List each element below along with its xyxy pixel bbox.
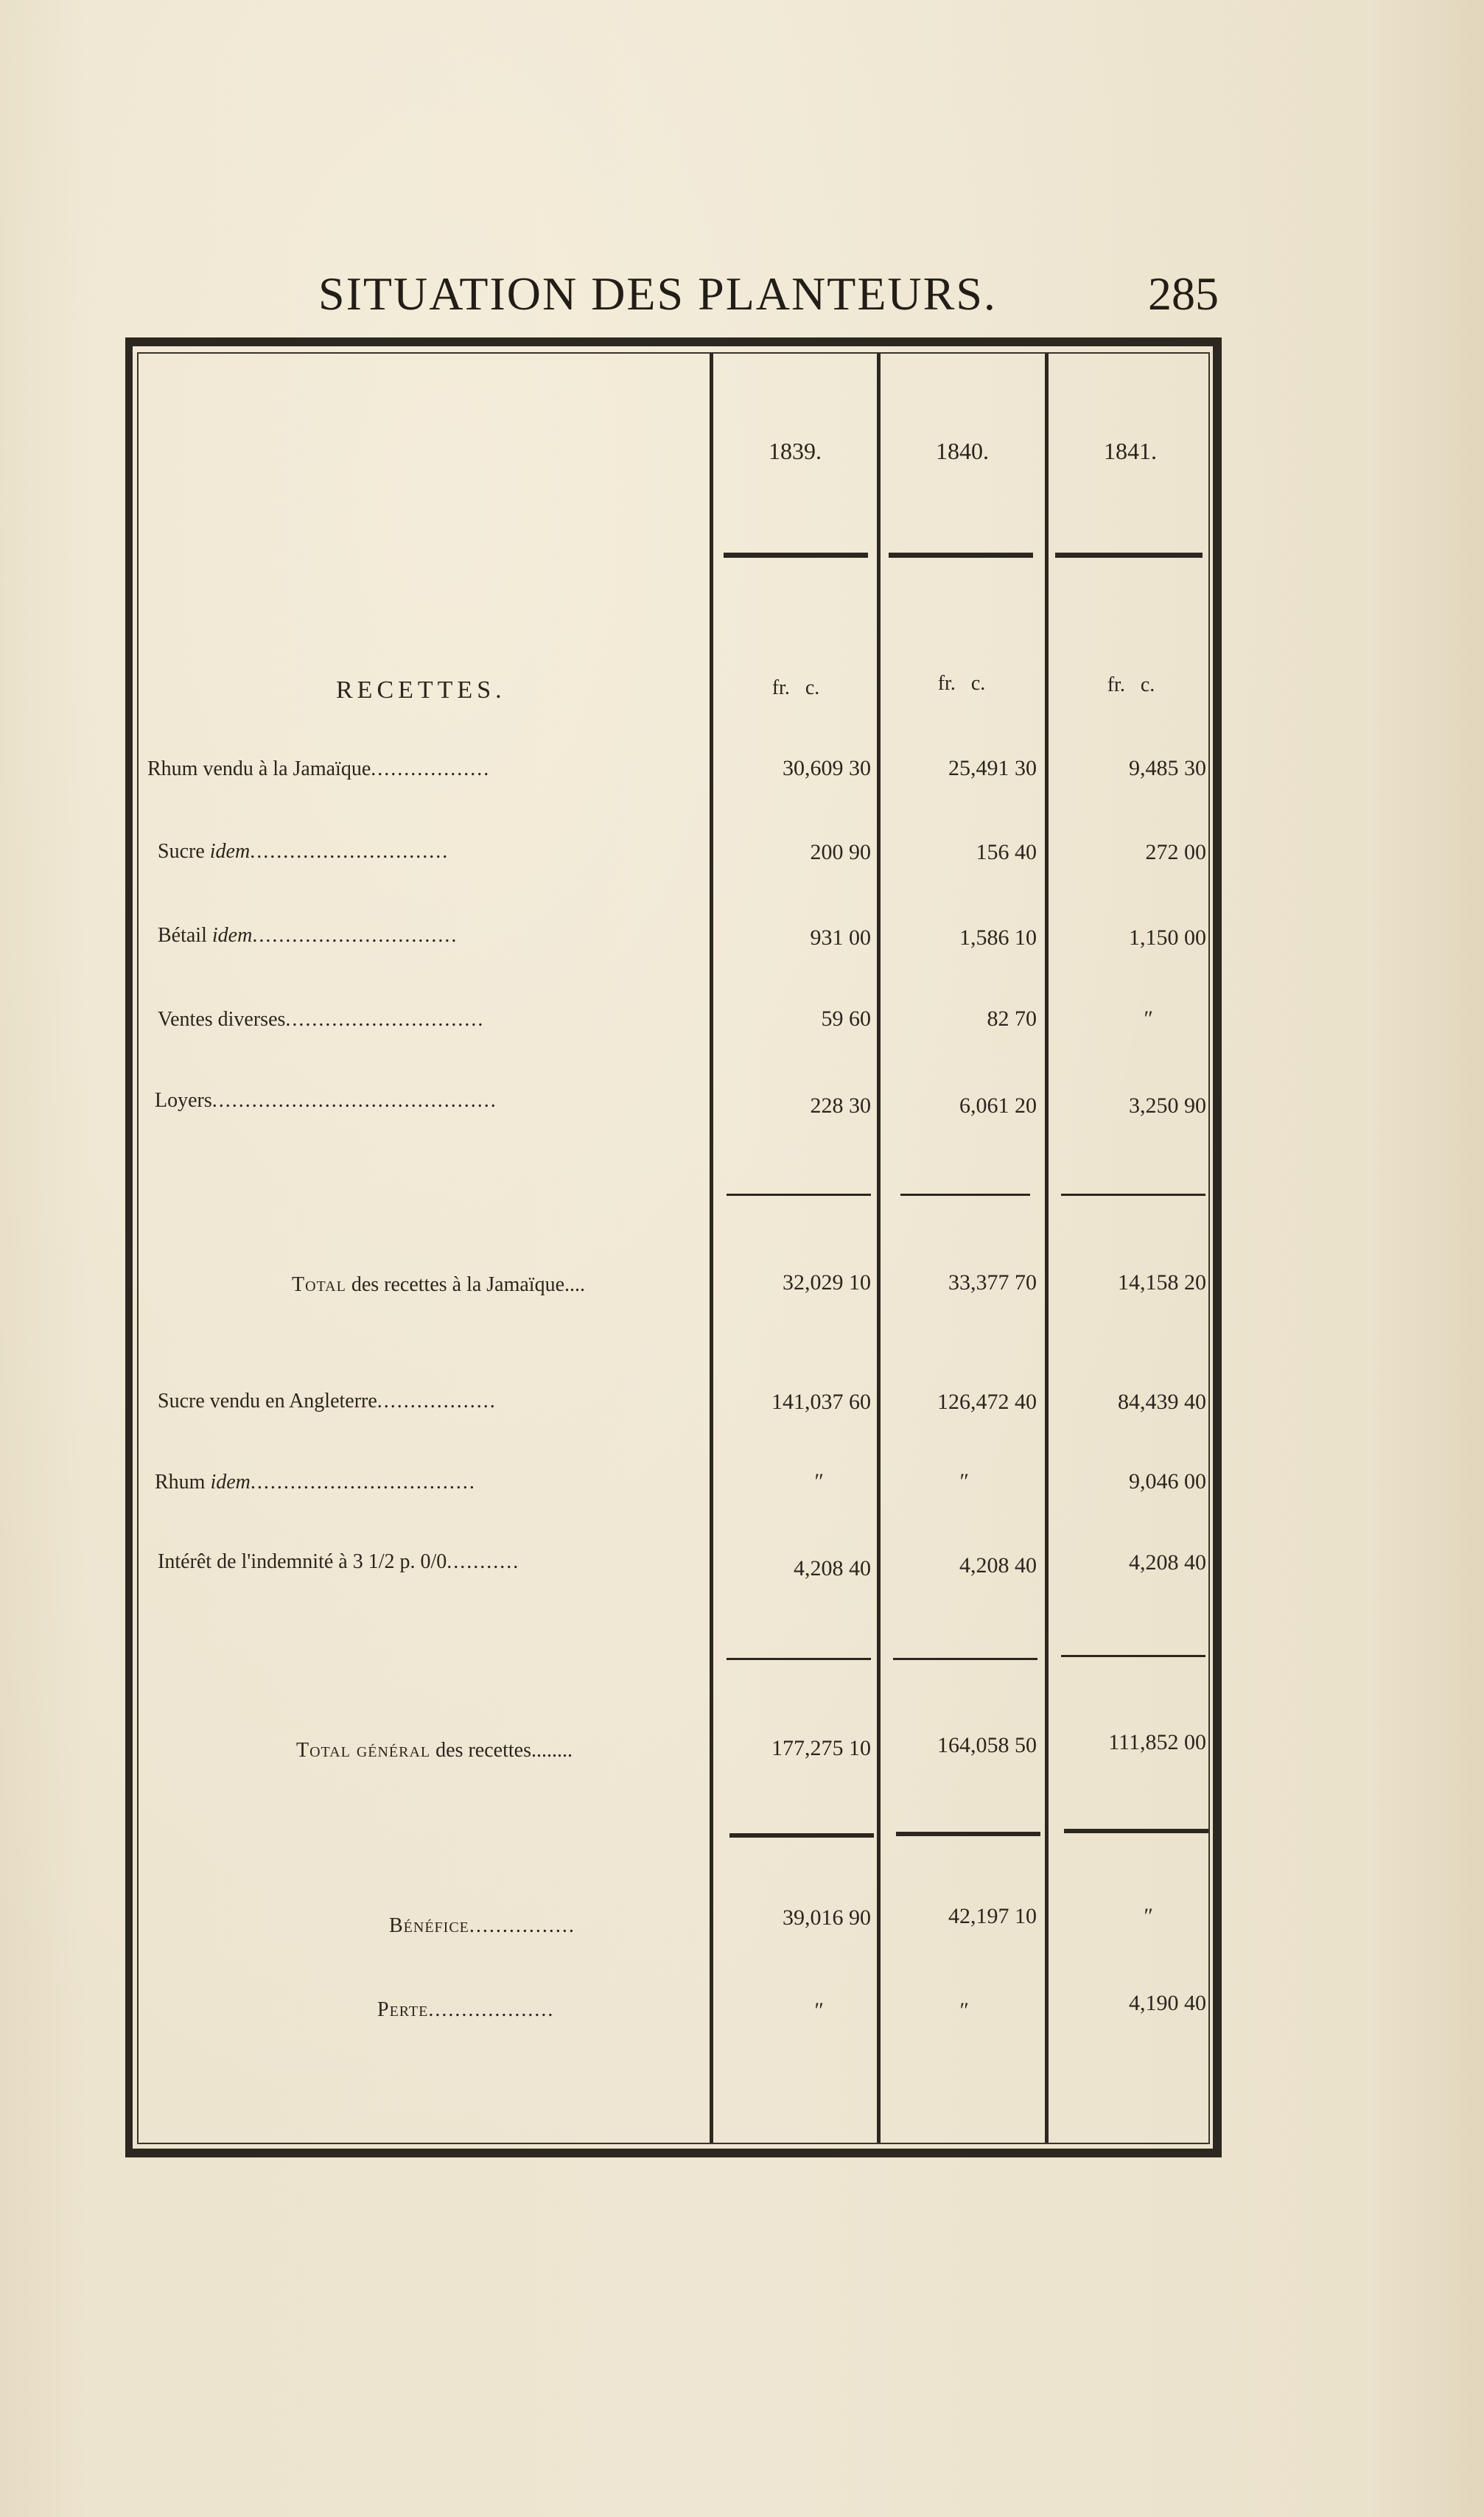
final-rule-1841	[1064, 1829, 1208, 1833]
table-cell-value: 141,037 60	[771, 1390, 871, 1414]
table-cell-value: 156 40	[976, 840, 1037, 864]
table-cell-value: 30,609 30	[783, 756, 871, 780]
table-cell-value: 82 70	[987, 1007, 1037, 1031]
total-general-1839: 177,275 10	[771, 1736, 871, 1760]
table-cell-value: 4,208 40	[959, 1553, 1037, 1578]
table-cell-value: 200 90	[810, 840, 871, 864]
table-row-label: Rhum idem..................................	[155, 1471, 476, 1494]
table-cell-value: 126,472 40	[937, 1390, 1037, 1414]
table-cell-value: 6,061 20	[959, 1093, 1037, 1118]
final-rule-1839	[729, 1833, 874, 1838]
header-rule-1840	[889, 553, 1033, 558]
subtotal-rule-1841	[1061, 1194, 1205, 1196]
table-row-label: Ventes diverses..............................	[158, 1008, 485, 1031]
perte-1840: ″	[959, 1998, 969, 2023]
table-cell-value: 3,250 90	[1129, 1093, 1206, 1118]
table-cell-value: 1,150 00	[1129, 925, 1206, 950]
table-cell-value: 25,491 30	[948, 756, 1037, 780]
benefice-1839: 39,016 90	[783, 1905, 871, 1930]
running-title: SITUATION DES PLANTEURS.	[318, 267, 997, 320]
column-header-1840: 1840.	[936, 438, 989, 464]
unit-label-1840: fr. c.	[937, 672, 986, 695]
total-rule-1839	[727, 1658, 871, 1660]
total-general-1841: 111,852 00	[1108, 1730, 1206, 1754]
total-jamaica-label: Total des recettes à la Jamaïque....	[292, 1273, 586, 1296]
subtotal-rule-1840	[900, 1194, 1030, 1196]
benefice-1840: 42,197 10	[948, 1904, 1037, 1928]
perte-1841: 4,190 40	[1129, 1991, 1206, 2015]
table-cell-value: 931 00	[810, 925, 871, 950]
header-rule-1841	[1055, 553, 1203, 558]
total-rule-1840	[893, 1658, 1037, 1660]
page-number: 285	[1148, 267, 1219, 320]
perte-1839: ″	[814, 1998, 824, 2023]
table-cell-value: ″	[814, 1469, 824, 1494]
perte-label: Perte...................	[377, 1998, 555, 2021]
table-cell-value: 1,586 10	[959, 925, 1037, 950]
table-row-label: Intérêt de l'indemnité à 3 1/2 p. 0/0...........	[158, 1550, 520, 1573]
column-header-1841: 1841.	[1104, 438, 1157, 464]
table-cell-value: 84,439 40	[1118, 1390, 1206, 1414]
table-row-label: Loyers...........................................	[155, 1089, 497, 1112]
table-inner-border	[137, 352, 1210, 2144]
total-jamaica-1839: 32,029 10	[783, 1270, 871, 1295]
table-cell-value: 9,046 00	[1129, 1469, 1206, 1494]
total-general-label: Total général des recettes........	[296, 1739, 573, 1762]
column-divider-2	[877, 354, 881, 2143]
table-cell-value: 4,208 40	[1129, 1550, 1206, 1575]
table-cell-value: 4,208 40	[794, 1556, 871, 1580]
column-divider-1	[710, 354, 713, 2143]
column-divider-3	[1045, 354, 1049, 2143]
benefice-label: Bénéfice................	[389, 1914, 575, 1937]
table-cell-value: 228 30	[810, 1093, 871, 1118]
table-row-label: Sucre vendu en Angleterre..................	[158, 1390, 497, 1412]
total-rule-1841	[1061, 1655, 1205, 1657]
table-row-label: Sucre idem..............................	[158, 840, 449, 863]
unit-label-1841: fr. c.	[1107, 673, 1155, 696]
table-row-label: Bétail idem...............................	[158, 924, 458, 947]
table-cell-value: ″	[959, 1469, 969, 1494]
table-cell-value: ″	[1144, 1007, 1153, 1031]
table-cell-value: 59 60	[821, 1007, 871, 1031]
header-rule-1839	[724, 553, 868, 558]
total-jamaica-1841: 14,158 20	[1118, 1270, 1206, 1295]
subtotal-rule-1839	[727, 1194, 871, 1196]
table-cell-value: 9,485 30	[1129, 756, 1206, 780]
table-row-label: Rhum vendu à la Jamaïque..................	[147, 757, 491, 780]
benefice-1841: ″	[1144, 1904, 1153, 1928]
table-cell-value: 272 00	[1145, 840, 1206, 864]
unit-label-1839: fr. c.	[771, 676, 820, 699]
final-rule-1840	[896, 1832, 1040, 1836]
section-label-recettes: RECETTES.	[336, 676, 506, 704]
total-general-1840: 164,058 50	[937, 1733, 1037, 1757]
total-jamaica-1840: 33,377 70	[948, 1270, 1037, 1295]
column-header-1839: 1839.	[769, 438, 822, 464]
